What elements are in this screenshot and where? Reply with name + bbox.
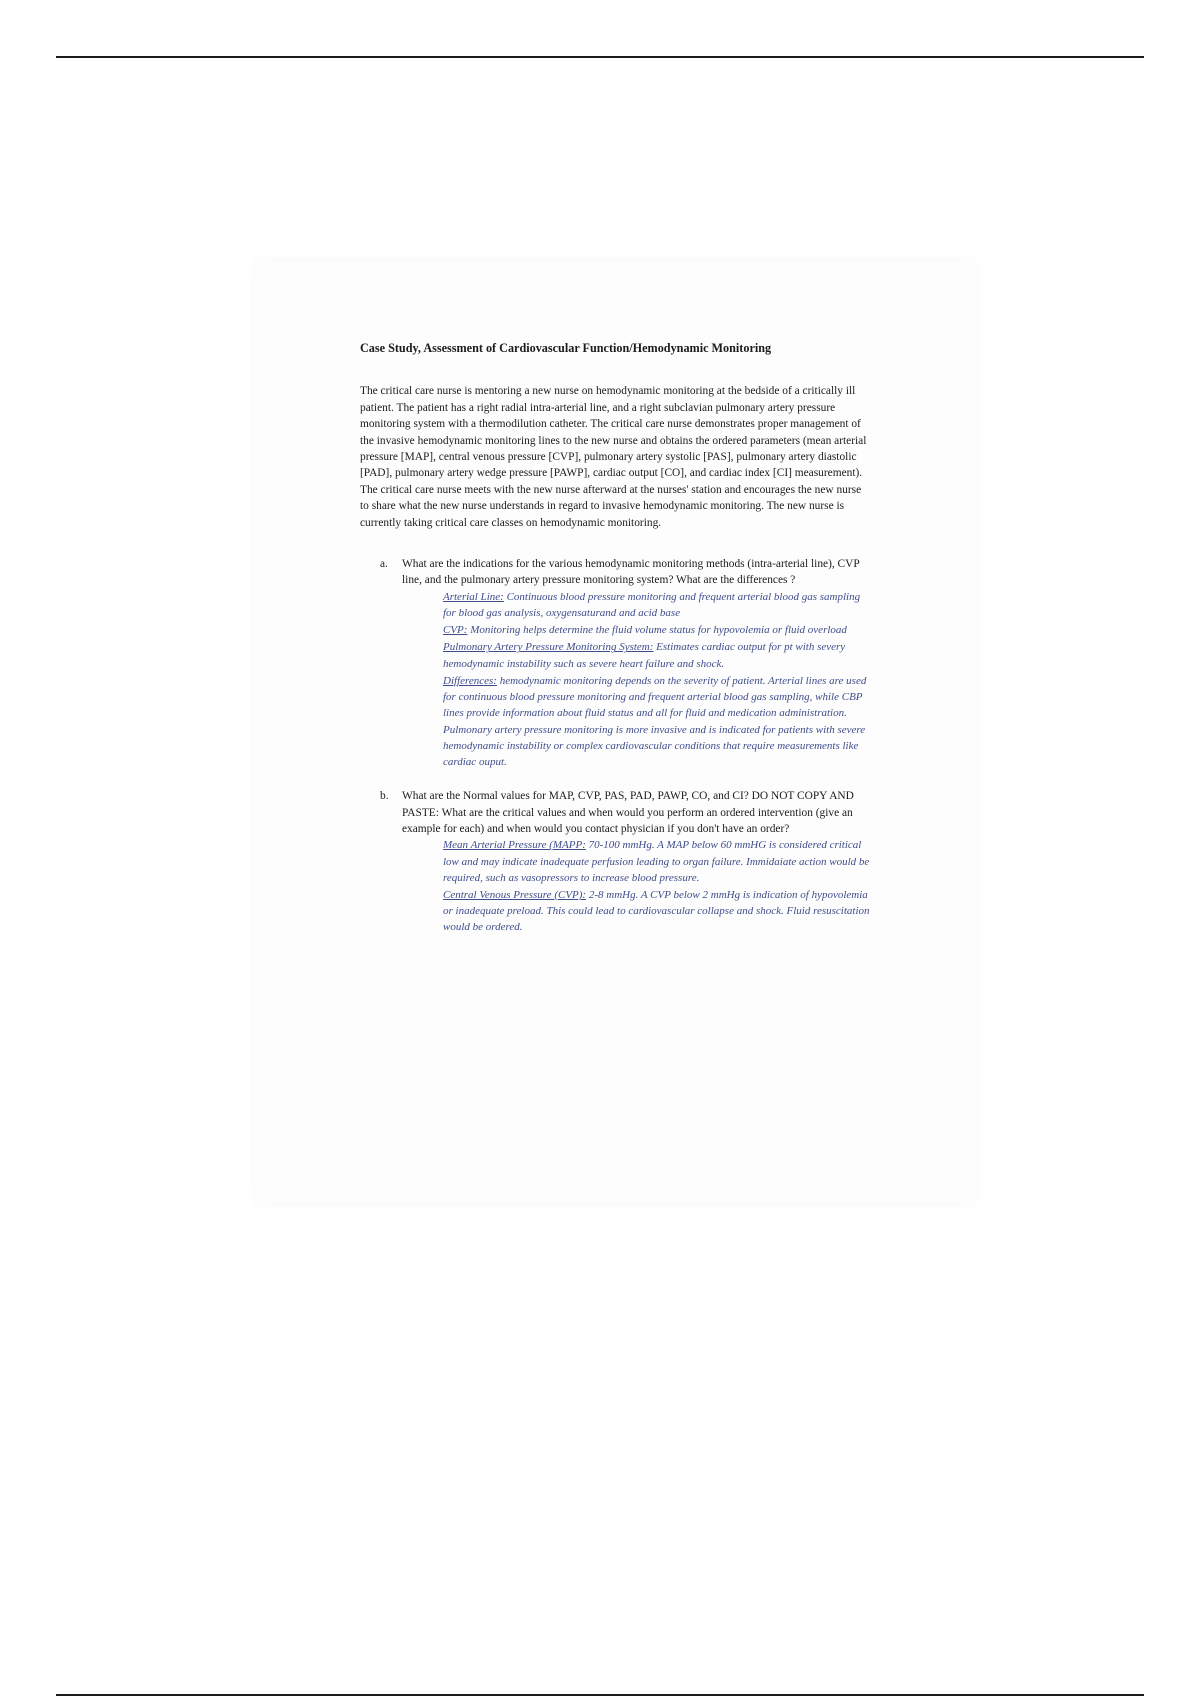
answer-block [443, 589, 872, 770]
answer-differences [443, 673, 872, 770]
answer-text: hemodynamic monitoring depends on the severity of patient. Arterial lines are used for continuous blood pressure monitoring and frequent arterial blood gas sampling, while CBP lines provide information about fluid status and all for fluid and medication administration. Pulmonary artery pressure monitoring is more invasive and is indicated for patients with severe hemodynamic instability or complex cardiovascular conditions that require measurements like cardiac ouput. [443, 674, 867, 768]
question-text: What are the Normal values for MAP, CVP, PAS, PAD, PAWP, CO, and CI? DO NOT COPY AND PASTE: What are the critical values and when would you perform an ordered intervention (give an example for each) and when would you contact physician if you don't have an order? [402, 790, 854, 835]
answer-block [443, 837, 872, 935]
answer-label: Arterial Line: [443, 590, 504, 603]
answer-cvp-values [443, 887, 872, 936]
answer-pulmonary-artery [443, 639, 872, 671]
answer-label: Central Venous Pressure (CVP): [443, 888, 587, 901]
answer-text: 70-100 mmHg. A MAP below 60 mmHG is considered critical low and may indicate inadequate perfusion leading to organ failure. Immidaiate action would be required, such as vasopressors to increase blood pressure. [443, 839, 870, 884]
answer-text: Monitoring helps determine the fluid volume status for hypovolemia or fluid overload [467, 624, 847, 637]
answer-label: CVP: [443, 624, 468, 637]
question-item-a [360, 556, 872, 770]
answer-label: Pulmonary Artery Pressure Monitoring System: [443, 641, 654, 654]
top-border-rule [56, 56, 1144, 58]
answer-map [443, 837, 872, 886]
question-list [360, 556, 872, 935]
intro-paragraph: The critical care nurse is mentoring a new nurse on hemodynamic monitoring at the bedside of a critically ill patient. The patient has a right radial intra-arterial line, and a right subclavian pulmonary artery pressure monitoring system with a thermodilution catheter. The critical care nurse demonstrates proper management of the invasive hemodynamic monitoring lines to the new nurse and obtains the ordered parameters (mean arterial pressure [MAP], central venous pressure [CVP], pulmonary artery systolic [PAS], pulmonary artery diastolic [PAD], pulmonary artery wedge pressure [PAWP], cardiac output [CO], and cardiac index [CI] measurement). The critical care nurse meets with the new nurse afterward at the nurses' station and encourages the new nurse to share what the new nurse understands in regard to invasive hemodynamic monitoring. The new nurse is currently taking critical care classes on hemodynamic monitoring. [360, 385, 867, 529]
answer-text: Continuous blood pressure monitoring and frequent arterial blood gas sampling for blood gas analysis, oxygensaturand and acid base [443, 590, 861, 620]
question-marker: a. [380, 558, 388, 571]
bottom-border-rule [56, 1694, 1144, 1696]
answer-arterial-line [443, 589, 872, 621]
answer-label: Differences: [443, 674, 497, 687]
answer-cvp [443, 622, 872, 638]
question-item-b [360, 788, 872, 935]
answer-text: 2-8 mmHg. A CVP below 2 mmHg is indication of hypovolemia or inadequate preload. This could lead to cardiovascular collapse and shock. Fluid resuscitation would be ordered. [443, 888, 870, 934]
document-title: Case Study, Assessment of Cardiovascular Function/Hemodynamic Monitoring [360, 341, 772, 355]
answer-label: Mean Arterial Pressure (MAPP: [443, 839, 586, 852]
answer-text: Estimates cardiac output for pt with severy hemodynamic instability such as severe heart failure and shock. [443, 641, 846, 670]
question-marker: b. [380, 790, 389, 803]
document-body [360, 340, 872, 954]
question-text: What are the indications for the various hemodynamic monitoring methods (intra-arterial line), CVP line, and the pulmonary artery pressure monitoring system? What are the differences ? [402, 558, 860, 587]
